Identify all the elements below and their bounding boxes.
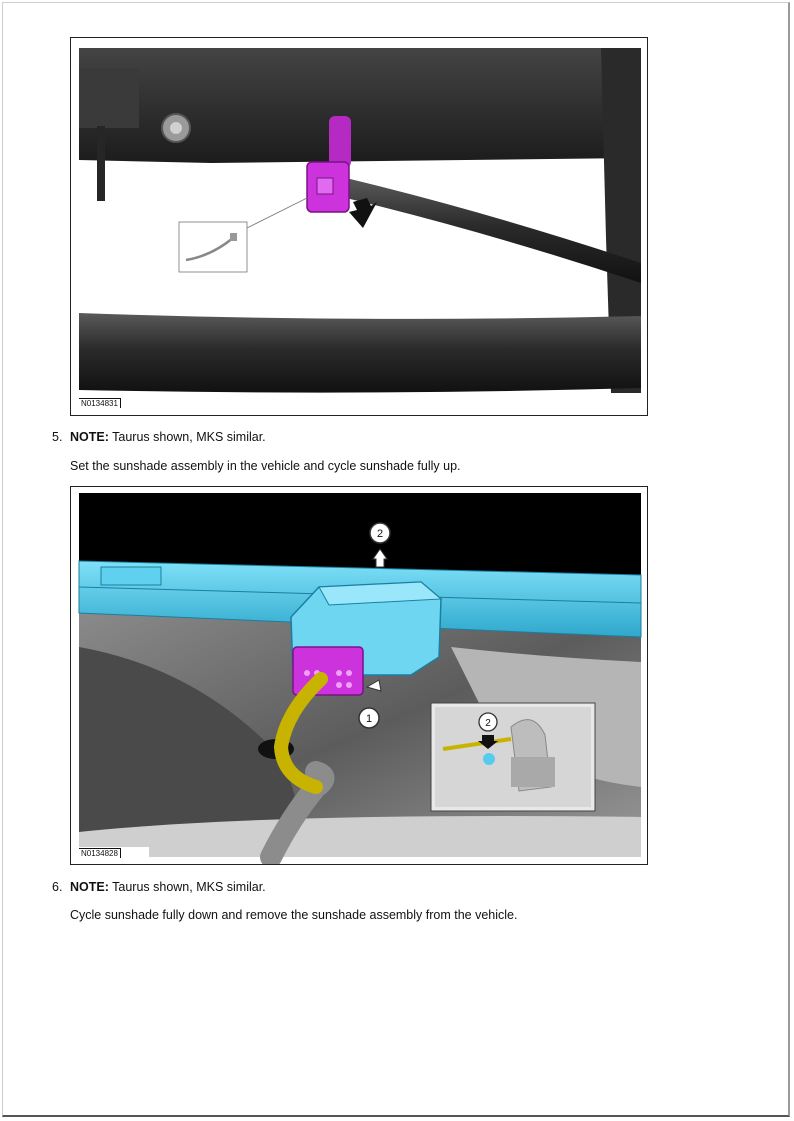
note-label: NOTE: <box>70 430 109 444</box>
step-6-instruction: Cycle sunshade fully down and remove the sunshade assembly from the vehicle. <box>70 908 518 922</box>
callout-1: 1 <box>365 713 373 725</box>
step-5 <box>52 429 266 445</box>
step-number: 6. <box>52 880 63 894</box>
callout-2-inset: 2 <box>485 718 491 729</box>
step-5-instruction: Set the sunshade assembly in the vehicle and cycle sunshade fully up. <box>70 459 461 473</box>
figure-clip-detail <box>70 37 648 416</box>
callout-2-top: 2 <box>376 528 384 540</box>
figure-2-id: N0134828 <box>79 848 121 858</box>
figure-1-illustration <box>71 38 647 415</box>
step-6 <box>52 879 266 895</box>
figure-2-illustration <box>71 487 647 864</box>
note-label: NOTE: <box>70 880 109 894</box>
note-text: Taurus shown, MKS similar. <box>108 430 266 444</box>
figure-1-id: N0134831 <box>79 398 121 408</box>
step-number: 5. <box>52 430 63 444</box>
note-text: Taurus shown, MKS similar. <box>108 880 266 894</box>
figure-sunshade-module <box>70 486 648 865</box>
